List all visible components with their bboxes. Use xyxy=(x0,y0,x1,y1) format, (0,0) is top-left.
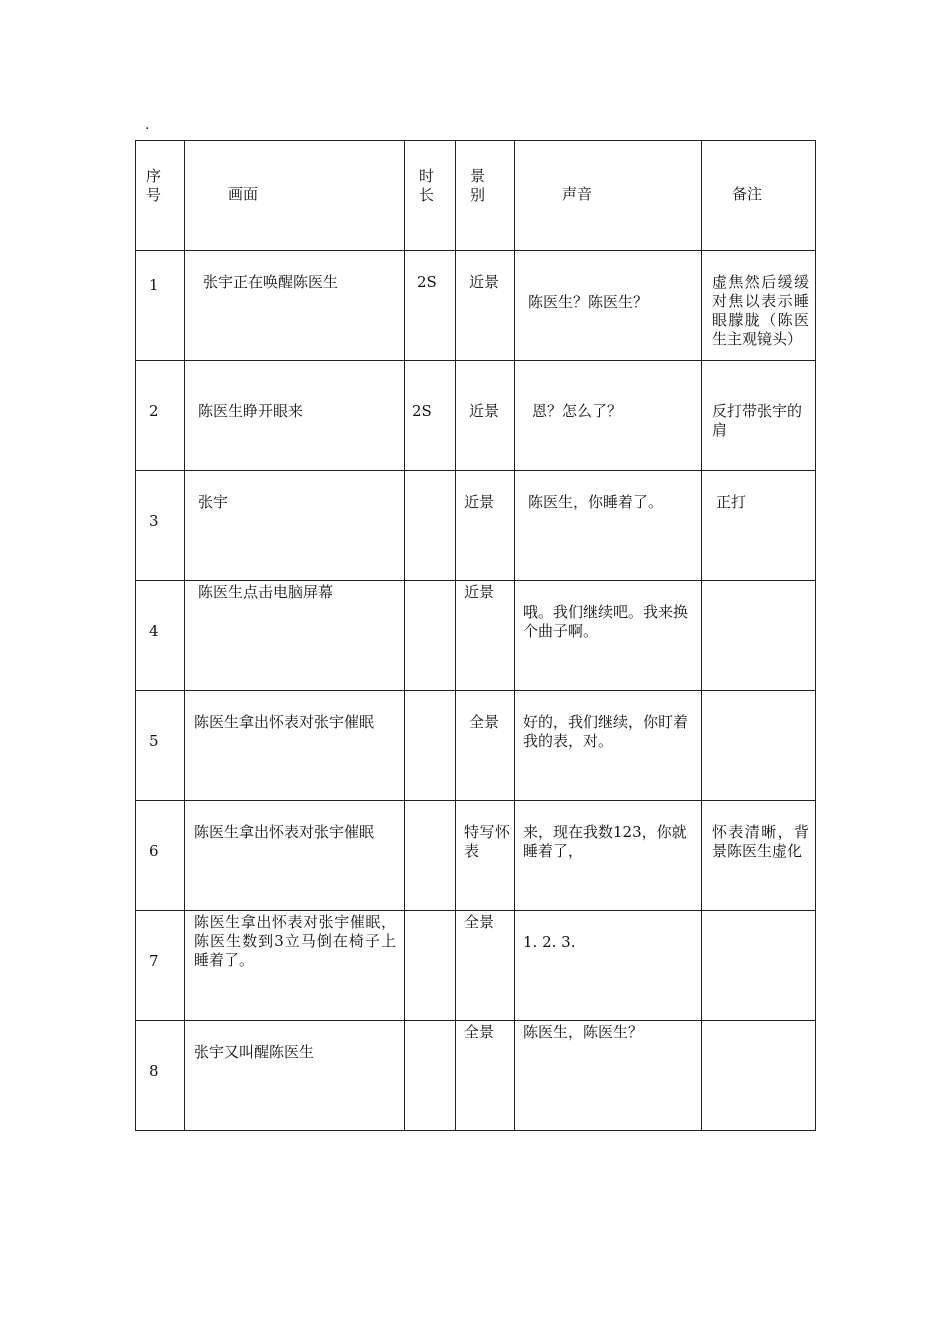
table-row xyxy=(136,361,816,471)
header-duration: 时 长 xyxy=(419,167,435,204)
row-scene: 陈医生点击电脑屏幕 xyxy=(198,583,334,601)
table-row xyxy=(136,1021,816,1131)
row-shot: 全景 xyxy=(464,913,495,931)
row-seq: 4 xyxy=(149,622,159,640)
row-duration: 2S xyxy=(417,273,437,291)
row-sound: 来，现在我数123，你就睡着了， xyxy=(523,823,687,860)
row-shot: 近景 xyxy=(464,583,495,601)
row-shot: 近景 xyxy=(464,493,495,511)
row-scene: 陈医生拿出怀表对张宇催眠 xyxy=(194,823,375,841)
row-scene: 张宇又叫醒陈医生 xyxy=(194,1043,315,1061)
storyboard-table xyxy=(135,140,816,1131)
row-notes: 正打 xyxy=(716,493,747,511)
table-row xyxy=(136,911,816,1021)
row-shot: 全景 xyxy=(469,713,500,731)
header-shot: 景 别 xyxy=(470,167,486,204)
table-row xyxy=(136,691,816,801)
header-cell-sound xyxy=(515,141,702,251)
header-cell-notes xyxy=(702,141,816,251)
row-shot: 近景 xyxy=(469,402,500,420)
row-sound: 陈医生？陈医生？ xyxy=(528,293,649,311)
table-row xyxy=(136,801,816,911)
row-notes: 反打带张宇的肩 xyxy=(712,402,803,439)
row-seq: 7 xyxy=(149,952,159,970)
row-seq: 2 xyxy=(149,402,159,420)
row-seq: 8 xyxy=(149,1062,159,1080)
table-row xyxy=(136,471,816,581)
row-seq: 6 xyxy=(149,842,159,860)
table-row xyxy=(136,251,816,361)
header-cell-shot xyxy=(456,141,515,251)
header-cell-scene xyxy=(185,141,405,251)
header-sound: 声音 xyxy=(562,185,593,203)
row-scene: 张宇正在唤醒陈医生 xyxy=(203,273,339,291)
row-scene: 陈医生睁开眼来 xyxy=(198,402,304,420)
page-marker: . xyxy=(145,117,150,133)
row-sound: 1. 2. 3. xyxy=(523,933,576,951)
row-scene: 张宇 xyxy=(198,493,229,511)
row-shot: 特写怀表 xyxy=(464,823,510,860)
row-scene: 陈医生拿出怀表对张宇催眠 xyxy=(194,713,375,731)
row-sound: 哦。我们继续吧。我来换个曲子啊。 xyxy=(523,603,689,640)
row-seq: 3 xyxy=(149,512,159,530)
row-scene: 陈医生拿出怀表对张宇催眠，陈医生数到3立马倒在椅子上睡着了。 xyxy=(194,913,396,969)
row-shot: 全景 xyxy=(464,1023,495,1041)
row-sound: 恩？怎么了？ xyxy=(532,402,623,420)
header-cell-seq xyxy=(136,141,185,251)
table-row xyxy=(136,581,816,691)
row-duration: 2S xyxy=(412,402,432,420)
row-sound: 好的，我们继续，你盯着我的表，对。 xyxy=(523,713,689,750)
row-notes: 怀表清晰，背景陈医生虚化 xyxy=(712,823,809,860)
header-seq: 序 号 xyxy=(146,167,162,204)
header-cell-duration xyxy=(405,141,456,251)
header-scene: 画面 xyxy=(228,185,259,203)
row-shot: 近景 xyxy=(469,273,500,291)
table-header-row xyxy=(136,141,816,251)
row-sound: 陈医生，你睡着了。 xyxy=(528,493,664,511)
header-notes: 备注 xyxy=(732,185,763,203)
row-sound: 陈医生，陈医生？ xyxy=(523,1023,644,1041)
row-seq: 5 xyxy=(149,732,159,750)
row-notes: 虚焦然后缓缓对焦以表示睡眼朦胧（陈医生主观镜头） xyxy=(712,273,809,348)
row-seq: 1 xyxy=(149,276,159,294)
